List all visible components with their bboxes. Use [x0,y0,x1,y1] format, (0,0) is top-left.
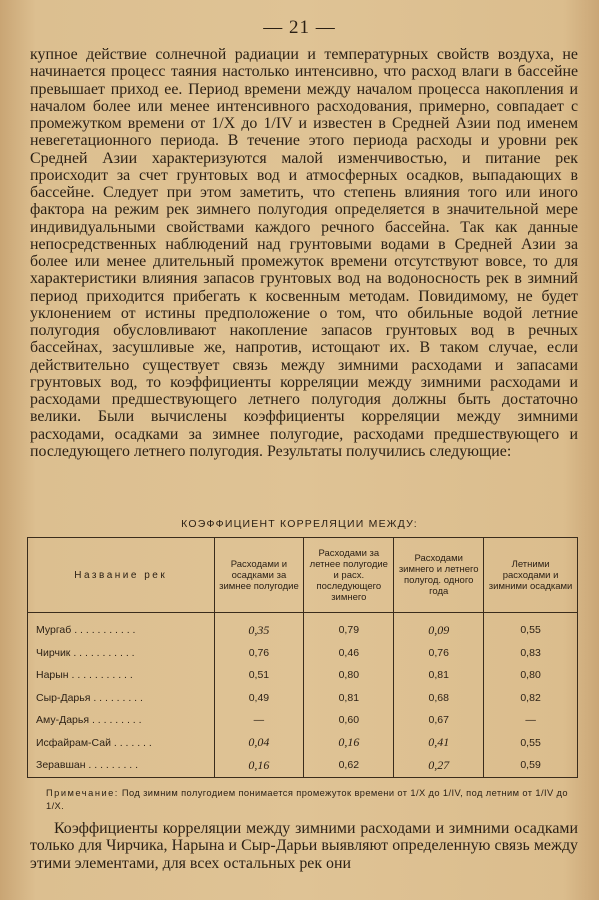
page-number: — 21 — [263,17,336,38]
table-note [46,787,581,812]
table-cell: — [214,709,304,732]
header-col-4: Летними расходами и зимними осадками [484,538,578,613]
table-cell: 0,76 [394,642,484,665]
table-cell: 0,62 [304,754,394,777]
table-row [28,732,578,755]
river-name: Чирчик . . . . . . . . . . . [28,642,215,665]
river-name: Сыр-Дарья . . . . . . . . . [28,687,215,710]
table-cell: 0,41 [394,732,484,755]
table-cell: 0,81 [304,687,394,710]
river-name: Исфайрам-Сай . . . . . . . [28,732,215,755]
table-cell: 0,55 [484,619,578,642]
table-row [28,754,578,777]
table-cell: 0,80 [484,664,578,687]
table-title: КОЭФФИЦИЕНТ КОРРЕЛЯЦИИ МЕЖДУ: [181,518,418,530]
body-paragraph-1: купное действие солнечной радиации и температурных свойств воздуха, не начинается процесс таяния настолько интенсивно, что расход влаги в бассейне превышает приход ее. Период времени между началом процесса накопления и началом более или менее интенсивного расходования, примерно, совпадает с промежутком времени от 1/X до 1/IV и известен в Средней Азии под именем невегетационного периода. В течение этого периода расходы и уровни рек Средней Азии характеризуются малой изменчивостью, и питание рек происходит за счет грунтовых вод и атмосферных осадков, выпадающих в бассейне. Следует при этом заметить, что степень влияния того или иного фактора на режим рек зимнего полугодия определяется в значительной мере индивидуальными свойствами каждого речного бассейна. Так как данные непосредственных наблюдений над грунтовыми водами в Средней Азии за более или менее длительный промежуток времени отсутствуют вовсе, то для характеристики влияния запасов грунтовых вод на водоносность рек в зимний период приходится прибегать к косвенным методам. Повидимому, не будет уклонением от истины предположение о том, что обильные водой летние полугодия обусловливают накопление запасов грунтовых вод в речных бассейнах, засушливые же, напротив, истощают их. В таком случае, если действительно существует связь между зимними расходами и запасами грунтовых вод, то коэффициенты корреляции между зимними расходами и расходами предшествующего летнего полугодия должны быть достаточно велики. Были вычислены коэффициенты корреляции между зимними расходами, осадками за зимнее полугодие, расходами предшествующего и последующего летнего полугодия. Результаты получились следующие: [30,46,578,460]
river-name: Аму-Дарья . . . . . . . . . [28,709,215,732]
table-cell: 0,55 [484,732,578,755]
table-cell: — [484,709,578,732]
table-cell: 0,51 [214,664,304,687]
table-cell: 0,16 [214,754,304,777]
table-cell: 0,46 [304,642,394,665]
table-cell: 0,79 [304,619,394,642]
table-cell: 0,27 [394,754,484,777]
table-header-row [28,538,578,613]
note-label: Примечание: [46,788,119,798]
table-cell: 0,76 [214,642,304,665]
table-row [28,687,578,710]
header-river-name: Название рек [28,538,215,613]
correlation-table [27,537,578,778]
table-row [28,664,578,687]
table-cell: 0,67 [394,709,484,732]
table-cell: 0,35 [214,619,304,642]
body-paragraph-2: Коэффициенты корреляции между зимними расходами и зимними осадками только для Чирчика, Нарына и Сыр-Дарьи выявляют определенную связь между этими элементами, для всех остальных рек они [30,820,578,872]
note-text: Под зимним полугодием понимается промежуток времени от 1/X до 1/IV, под летним от 1/IV до 1/X. [46,788,568,811]
river-name: Нарын . . . . . . . . . . . [28,664,215,687]
table-cell: 0,60 [304,709,394,732]
header-col-3: Расходами зимнего и летнего полугод. одного года [394,538,484,613]
table-cell: 0,04 [214,732,304,755]
table-cell: 0,59 [484,754,578,777]
table-row [28,709,578,732]
table-cell: 0,16 [304,732,394,755]
table-cell: 0,83 [484,642,578,665]
table-cell: 0,49 [214,687,304,710]
table-cell: 0,09 [394,619,484,642]
header-col-1: Расходами и осадками за зимнее полугодие [214,538,304,613]
table-cell: 0,80 [304,664,394,687]
table-cell: 0,68 [394,687,484,710]
table-row [28,619,578,642]
table-row [28,642,578,665]
river-name: Мургаб . . . . . . . . . . . [28,619,215,642]
table-cell: 0,81 [394,664,484,687]
table-cell: 0,82 [484,687,578,710]
header-col-2: Расходами за летнее полугодие и расх. последующего зимнего [304,538,394,613]
river-name: Зеравшан . . . . . . . . . [28,754,215,777]
